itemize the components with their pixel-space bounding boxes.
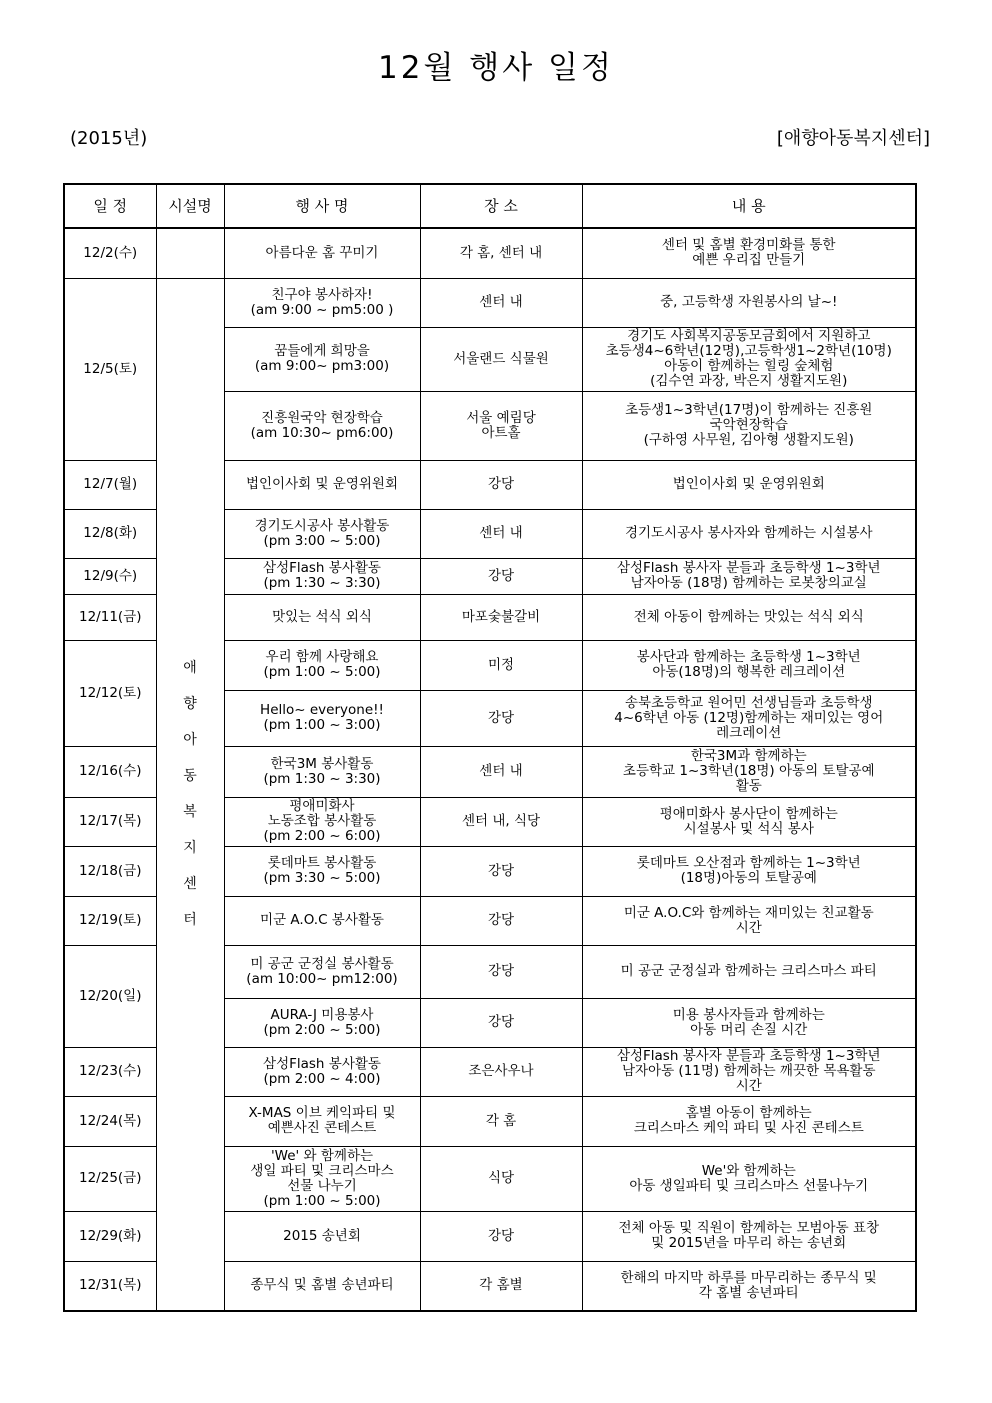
text-line: (pm 1:00 ~ 5:00): [263, 664, 381, 680]
place-cell: [420, 1211, 582, 1261]
organization-label: [애향아동복지센터]: [776, 128, 930, 149]
content-cell: [582, 327, 916, 391]
text-line: 레크레이션: [716, 724, 782, 741]
date-cell: 12/7(월): [64, 460, 156, 509]
table-row: [64, 228, 916, 278]
text-line: 예쁜 우리집 만들기: [692, 252, 806, 269]
text-line: 초등생1~3학년(17명)이 함께하는 진흥원: [625, 402, 873, 418]
text-line: 한해의 마지막 하루를 마무리하는 종무식 및: [620, 1269, 877, 1286]
text-line: 삼성Flash 봉사자 분들과 초등학생 1~3학년: [616, 560, 881, 576]
text-line: 강당: [487, 567, 515, 584]
place-cell: [420, 278, 582, 327]
text-line: 4~6학년 아동 (12명)함께하는 재미있는 영어: [614, 709, 884, 726]
text-line: 센터 내: [479, 294, 523, 310]
place-cell: [420, 945, 582, 998]
text-line: (pm 3:00 ~ 5:00): [263, 532, 381, 549]
text-line: 미 공군 군정실과 함께하는 크리스마스 파티: [620, 963, 877, 979]
date-cell: 12/17(목): [64, 797, 156, 846]
place-cell: [420, 558, 582, 594]
place-cell: [420, 896, 582, 945]
text-line: 송북초등학교 원어민 선생님들과 초등학생: [624, 694, 873, 711]
content-cell: [582, 640, 916, 690]
text-line: (pm 1:30 ~ 3:30): [263, 575, 381, 591]
date-cell: 12/9(수): [64, 558, 156, 594]
content-cell: [582, 746, 916, 797]
event-name-cell: [224, 509, 420, 558]
date-cell: 12/8(화): [64, 509, 156, 558]
place-cell: [420, 690, 582, 746]
place-cell: [420, 1047, 582, 1096]
text-line: We'와 함께하는: [701, 1162, 796, 1179]
schedule-table: [63, 183, 917, 1312]
text-line: 각 홈, 센터 내: [459, 244, 543, 261]
text-line: 시간: [735, 919, 762, 936]
text-line: 아동 머리 손질 시간: [690, 1021, 808, 1038]
text-line: (김수연 과장, 박은지 생활지도원): [650, 373, 848, 389]
content-cell: [582, 896, 916, 945]
content-cell: [582, 945, 916, 998]
text-line: (pm 1:00 ~ 5:00): [263, 1192, 381, 1209]
text-line: Hello~ everyone!!: [260, 702, 384, 718]
text-line: AURA-J 미용봉사: [270, 1006, 374, 1023]
place-cell: [420, 1096, 582, 1146]
header-date: 일 정: [64, 184, 156, 228]
event-name-cell: [224, 1146, 420, 1211]
text-line: 초등학교 1~3학년(18명) 아동의 토탈공예: [622, 763, 875, 779]
text-line: (pm 2:00 ~ 5:00): [263, 1021, 381, 1038]
text-line: 2015 송년회: [283, 1227, 361, 1244]
event-name-cell: [224, 640, 420, 690]
text-line: 크리스마스 케익 파티 및 사진 콘테스트: [633, 1120, 864, 1136]
content-cell: [582, 690, 916, 746]
text-line: 아름다운 홈 꾸미기: [265, 244, 379, 261]
date-cell: 12/24(목): [64, 1096, 156, 1146]
date-cell: 12/12(토): [64, 640, 156, 746]
place-cell: [420, 1146, 582, 1211]
content-cell: [582, 1047, 916, 1096]
date-cell: 12/19(토): [64, 896, 156, 945]
date-cell: 12/31(목): [64, 1261, 156, 1311]
text-line: 시간: [735, 1078, 762, 1094]
content-cell: [582, 1211, 916, 1261]
text-line: 각 홈: [485, 1112, 517, 1129]
text-line: 아동 생일파티 및 크리스마스 선물나누기: [629, 1177, 869, 1194]
text-line: 활동: [735, 778, 762, 794]
text-line: 친구야 봉사하자!: [271, 286, 373, 303]
facility-char: 센: [183, 875, 197, 892]
text-line: 'We' 와 함께하는: [270, 1147, 374, 1164]
text-line: 센터 내, 식당: [461, 813, 541, 829]
text-line: 맛있는 석식 외식: [272, 608, 372, 625]
facility-char: 복: [183, 803, 197, 820]
text-line: 및 2015년을 마무리 하는 송년회: [651, 1235, 847, 1251]
text-line: 경기도 사회복지공동모금회에서 지원하고: [627, 328, 871, 344]
text-line: 경기도시공사 봉사활동: [254, 517, 390, 534]
text-line: (18명)아동의 토탈공예: [680, 870, 817, 886]
text-line: 아동이 함께하는 힐링 숲체험: [664, 358, 834, 374]
text-line: 센터 내: [479, 525, 523, 541]
event-name-cell: [224, 797, 420, 846]
text-line: 강당: [487, 476, 515, 492]
event-name-cell: [224, 228, 420, 278]
place-cell: [420, 998, 582, 1047]
text-line: 센터 내: [479, 763, 523, 779]
event-name-cell: [224, 690, 420, 746]
date-cell: 12/18(금): [64, 846, 156, 896]
place-cell: [420, 846, 582, 896]
text-line: (pm 2:00 ~ 6:00): [263, 828, 381, 844]
text-line: 경기도시공사 봉사자와 함께하는 시설봉사: [624, 525, 873, 541]
text-line: 봉사단과 함께하는 초등학생 1~3학년: [636, 649, 861, 665]
place-cell: [420, 640, 582, 690]
facility-char: 애: [183, 659, 197, 676]
date-cell: 12/5(토): [64, 278, 156, 460]
event-name-cell: [224, 746, 420, 797]
text-line: 전체 아동이 함께하는 맛있는 석식 외식: [633, 608, 864, 625]
text-line: 남자아동 (18명) 함께하는 로봇창의교실: [630, 575, 867, 591]
event-name-cell: [224, 1047, 420, 1096]
content-cell: [582, 509, 916, 558]
event-name-cell: [224, 1261, 420, 1311]
text-line: 각 홈별: [479, 1277, 523, 1294]
content-cell: [582, 1146, 916, 1211]
header-event: 행 사 명: [224, 184, 420, 228]
text-line: 평애미화사 봉사단이 함께하는: [659, 805, 838, 822]
text-line: 중, 고등학생 자원봉사의 날~!: [660, 294, 838, 310]
date-cell: 12/2(수): [64, 228, 156, 278]
text-line: 우리 함께 사랑해요: [265, 649, 379, 665]
content-cell: [582, 594, 916, 640]
table-row: [64, 278, 916, 327]
event-name-cell: [224, 327, 420, 391]
header-facility: 시설명: [156, 184, 224, 228]
text-line: 꿈들에게 희망을: [274, 343, 370, 359]
content-cell: [582, 797, 916, 846]
date-cell: 12/29(화): [64, 1211, 156, 1261]
text-line: 롯데마트 봉사활동: [267, 855, 377, 871]
date-cell: 12/25(금): [64, 1146, 156, 1211]
event-name-cell: [224, 558, 420, 594]
content-cell: [582, 1261, 916, 1311]
text-line: (구하영 사무원, 김아형 생활지도원): [643, 432, 854, 448]
text-line: 한국3M과 함께하는: [690, 748, 807, 764]
place-cell: [420, 797, 582, 846]
text-line: 아트홀: [481, 424, 521, 441]
text-line: 홈별 아동이 함께하는: [685, 1105, 812, 1121]
facility-cell-blank: [156, 228, 224, 278]
header-row: [64, 184, 916, 228]
text-line: 서울 예림당: [466, 409, 536, 426]
text-line: (pm 1:00 ~ 3:00): [263, 717, 381, 733]
event-name-cell: [224, 1211, 420, 1261]
text-line: X-MAS 이브 케익파티 및: [248, 1105, 396, 1121]
text-line: 아동(18명)의 행복한 레크레이션: [652, 664, 846, 680]
place-cell: [420, 594, 582, 640]
place-cell: [420, 460, 582, 509]
text-line: 강당: [487, 1227, 515, 1244]
text-line: 삼성Flash 봉사활동: [263, 560, 381, 576]
facility-char: 향: [183, 695, 197, 712]
event-name-cell: [224, 460, 420, 509]
page-title: 12월 행사 일정: [378, 50, 614, 86]
place-cell: [420, 327, 582, 391]
text-line: 센터 및 홈별 환경미화를 통한: [661, 237, 836, 254]
text-line: 미용 봉사자들과 함께하는: [672, 1006, 825, 1023]
text-line: (am 9:00 ~ pm5:00 ): [250, 301, 394, 318]
text-line: 노동조합 봉사활동: [267, 813, 377, 829]
text-line: 미군 A.O.C와 함께하는 재미있는 친교활동: [623, 904, 874, 921]
text-line: 남자아동 (11명) 함께하는 깨끗한 목욕활동: [621, 1063, 876, 1079]
place-cell: [420, 228, 582, 278]
facility-char: 지: [183, 839, 197, 856]
facility-char: 아: [183, 731, 197, 748]
text-line: (pm 3:30 ~ 5:00): [263, 870, 381, 886]
event-name-cell: [224, 945, 420, 998]
text-line: 강당: [487, 963, 515, 979]
event-name-cell: [224, 1096, 420, 1146]
text-line: 강당: [487, 862, 515, 879]
text-line: (pm 1:30 ~ 3:30): [263, 770, 381, 787]
text-line: 삼성Flash 봉사활동: [263, 1055, 381, 1072]
header-place: 장 소: [420, 184, 582, 228]
text-line: (am 9:00~ pm3:00): [254, 358, 390, 374]
content-cell: [582, 558, 916, 594]
event-name-cell: [224, 278, 420, 327]
text-line: 전체 아동 및 직원이 함께하는 모범아동 표창: [618, 1220, 879, 1236]
event-name-cell: [224, 391, 420, 460]
schedule-body: [64, 228, 916, 1311]
text-line: 한국3M 봉사활동: [270, 755, 374, 772]
text-line: 강당: [487, 912, 515, 928]
text-line: (pm 2:00 ~ 4:00): [263, 1070, 381, 1087]
text-line: (am 10:00~ pm12:00): [246, 970, 398, 987]
text-line: 진흥원국악 현장학습: [261, 409, 383, 426]
text-line: 마포숯불갈비: [461, 608, 541, 625]
content-cell: [582, 998, 916, 1047]
text-line: 예쁜사진 콘테스트: [267, 1120, 377, 1136]
text-line: 미정: [487, 656, 515, 673]
place-cell: [420, 509, 582, 558]
date-cell: 12/16(수): [64, 746, 156, 797]
text-line: 강당: [487, 1014, 515, 1030]
content-cell: [582, 1096, 916, 1146]
content-cell: [582, 846, 916, 896]
text-line: 초등생4~6학년(12명),고등학생1~2학년(10명): [605, 343, 892, 359]
text-line: 롯데마트 오산점과 함께하는 1~3학년: [636, 855, 861, 871]
content-cell: [582, 391, 916, 460]
content-cell: [582, 228, 916, 278]
text-line: 법인이사회 및 운영위원회: [672, 476, 825, 492]
facility-char: 터: [183, 911, 197, 928]
text-line: (am 10:30~ pm6:00): [250, 424, 394, 441]
text-line: 미군 A.O.C 봉사활동: [260, 912, 384, 928]
text-line: 선물 나누기: [287, 1177, 357, 1194]
date-cell: 12/23(수): [64, 1047, 156, 1096]
text-line: 삼성Flash 봉사자 분들과 초등학생 1~3학년: [616, 1048, 881, 1064]
text-line: 종무식 및 홈별 송년파티: [250, 1277, 394, 1294]
text-line: 법인이사회 및 운영위원회: [245, 476, 399, 492]
facility-name-cell: [156, 278, 224, 1311]
facility-char: 동: [183, 767, 197, 784]
place-cell: [420, 746, 582, 797]
place-cell: [420, 1261, 582, 1311]
text-line: 국악현장학습: [709, 417, 788, 433]
event-name-cell: [224, 998, 420, 1047]
text-line: 강당: [487, 709, 515, 726]
event-name-cell: [224, 594, 420, 640]
event-name-cell: [224, 846, 420, 896]
text-line: 식당: [487, 1170, 515, 1186]
date-cell: 12/11(금): [64, 594, 156, 640]
content-cell: [582, 460, 916, 509]
place-cell: [420, 391, 582, 460]
header-content: 내 용: [582, 184, 916, 228]
text-line: 각 홈별 송년파티: [698, 1284, 799, 1301]
text-line: 평애미화사: [289, 798, 355, 814]
content-cell: [582, 278, 916, 327]
text-line: 생일 파티 및 크리스마스: [250, 1162, 394, 1179]
date-cell: 12/20(일): [64, 945, 156, 1047]
text-line: 시설봉사 및 석식 봉사: [683, 820, 814, 837]
text-line: 미 공군 군정실 봉사활동: [250, 955, 394, 972]
text-line: 조은사우나: [468, 1063, 534, 1079]
text-line: 서울랜드 식물원: [453, 350, 549, 367]
event-name-cell: [224, 896, 420, 945]
year-label: (2015년): [70, 128, 148, 149]
